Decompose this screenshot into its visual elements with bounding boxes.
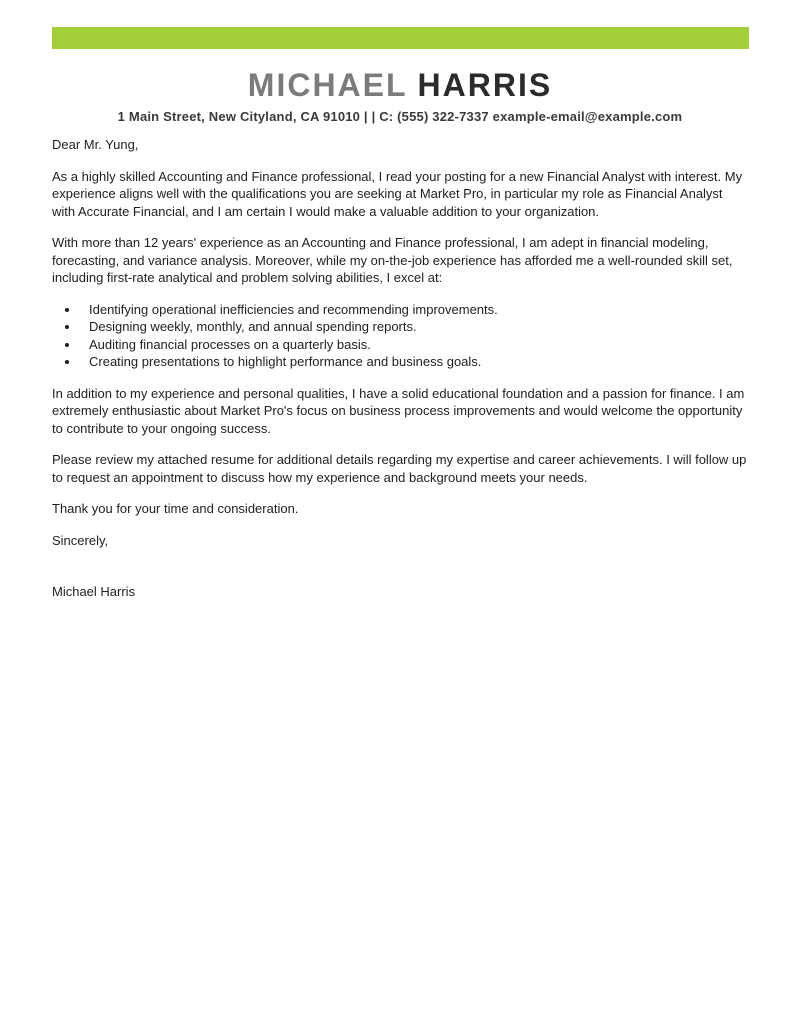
paragraph-followup: Please review my attached resume for additional details regarding my expertise and career achievements. I will follow up to request an appointment to discuss how my experience and background meets your needs. xyxy=(52,452,747,485)
list-item: • Auditing financial processes on a quarterly basis. xyxy=(80,336,749,354)
thanks-line: Thank you for your time and consideration. xyxy=(52,501,299,516)
last-name: HARRIS xyxy=(417,67,553,103)
page-title xyxy=(0,66,800,104)
list-item: • Identifying operational inefficiencies and recommending improvements. xyxy=(80,301,749,319)
list-item: • Creating presentations to highlight performance and business goals. xyxy=(80,353,749,371)
letter-header xyxy=(0,66,800,124)
salutation: Dear Mr. Yung, xyxy=(52,137,139,152)
contact-line: 1 Main Street, New Cityland, CA 91010 | | C: (555) 322-7337 example-email@example.com xyxy=(117,109,683,124)
accent-bar xyxy=(52,27,749,49)
paragraph-intro: As a highly skilled Accounting and Finance professional, I read your posting for a new Financial Analyst with interest. My experience aligns well with the qualifications you are seeking at Market Pro, in particular my role as Financial Analyst with Accurate Financial, and I am certain I would make a valuable addition to your organization. xyxy=(52,168,743,219)
letter-body xyxy=(52,136,749,601)
list-item: • Designing weekly, monthly, and annual spending reports. xyxy=(80,318,749,336)
first-name: MICHAEL xyxy=(247,67,408,103)
paragraph-education: In addition to my experience and personal qualities, I have a solid educational foundation and a passion for finance. I am extremely enthusiastic about Market Pro's focus on business process improvements and would welcome the opportunity to contribute to your ongoing success. xyxy=(52,385,745,436)
paragraph-experience: With more than 12 years' experience as an Accounting and Finance professional, I am adept in financial modeling, forecasting, and variance analysis. Moreover, while my on-the-job experience has afforded me a well-rounded skill set, including first-rate analytical and problem solving abilities, I excel at: xyxy=(52,235,733,285)
signature: Michael Harris xyxy=(52,584,136,599)
skills-list xyxy=(52,301,749,371)
valediction: Sincerely, xyxy=(52,532,109,548)
